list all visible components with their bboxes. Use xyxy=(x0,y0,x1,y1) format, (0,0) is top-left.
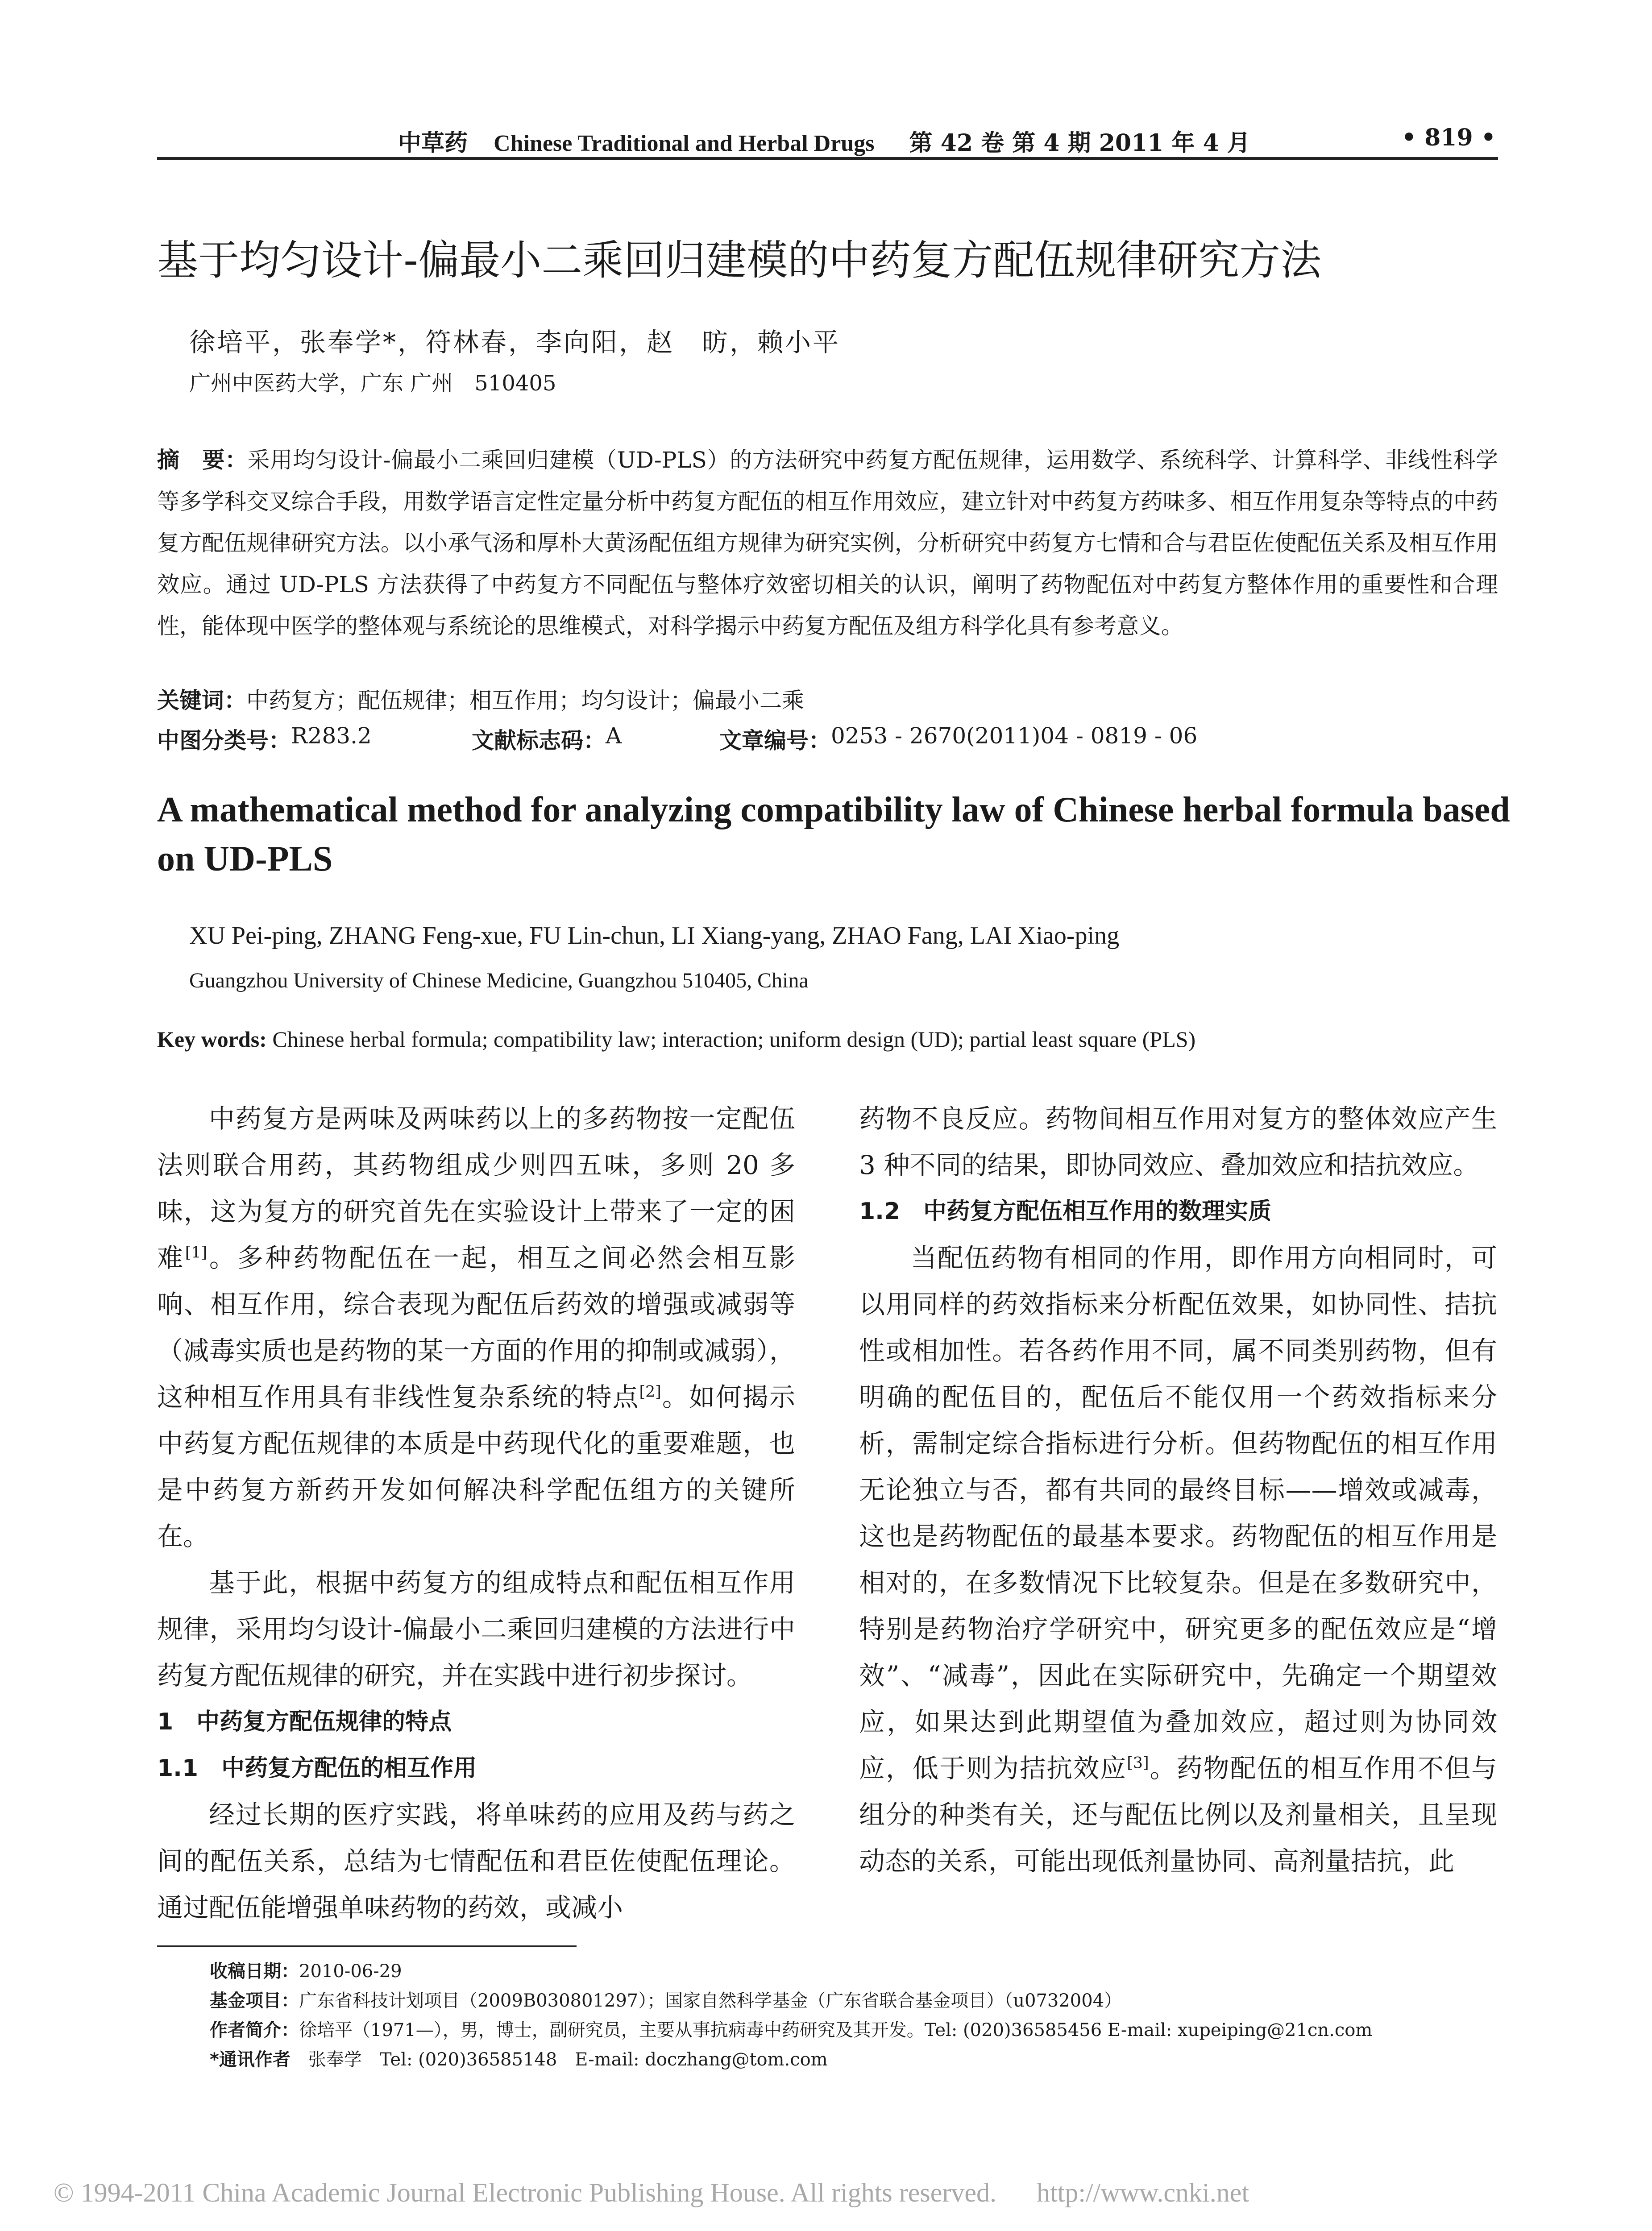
citation-1[interactable]: [1] xyxy=(185,1244,208,1262)
section-heading-1-1: 1.1 中药复方配伍的相互作用 xyxy=(157,1755,477,1782)
copyright-text: © 1994-2011 China Academic Journal Electronic Publishing House. All rights reserved. xyxy=(54,2178,996,2207)
clc-code xyxy=(157,723,372,755)
footnotes xyxy=(210,1957,1504,2074)
doc-code xyxy=(472,723,622,755)
keywords-cn xyxy=(157,683,804,715)
citation-3[interactable]: [3] xyxy=(1127,1754,1149,1772)
keywords-en-text: Chinese herbal formula; compatibility law; interaction; uniform design (UD); partial least square (PLS) xyxy=(272,1027,1196,1052)
authors-cn: 徐培平，张奉学*，符林春，李向阳，赵 昉，赖小平 xyxy=(189,327,841,357)
footnote-label: 收稿日期： xyxy=(210,1961,299,1982)
section-heading-1: 1 中药复方配伍规律的特点 xyxy=(157,1708,452,1735)
journal-brand: 中草药 xyxy=(398,129,468,157)
paragraph xyxy=(859,1235,1497,1884)
doc-value: A xyxy=(606,723,622,749)
journal-name-en: Chinese Traditional and Herbal Drugs xyxy=(494,131,875,156)
paragraph xyxy=(157,1095,795,1559)
issue-info: 第 42 卷 第 4 期 2011 年 4 月 xyxy=(909,129,1250,157)
text-run: 当配伍药物有相同的作用，即作用方向相同时，可以用同样的药效指标来分析配伍效果，如协同性、拮抗性或相加性。若各药作用不同，属不同类别药物，但有明确的配伍目的，配伍后不能仅用一个药效指标来分析，需制定综合指标进行分析。但药物配伍的相互作用无论独立与否，都有共同的最终目标——增效或减毒，这也是药物配伍的最基本要求。药物配伍的相互作用是相对的，在多数情况下比较复杂。但是在多数研究中，特别是药物治疗学研究中，研究更多的配伍效应是“增效”、“减毒”，因此在实际研究中，先确定一个期望效应，如果达到此期望值为叠加效应，超过则为协同效应，低于则为拮抗效应 xyxy=(859,1243,1497,1783)
abstract-cn xyxy=(157,440,1498,647)
article-title-cn: 基于均匀设计-偏最小二乘回归建模的中药复方配伍规律研究方法 xyxy=(157,236,1322,284)
clc-value: R283.2 xyxy=(291,723,372,749)
footnote-rule xyxy=(157,1945,577,1947)
footnote-label: *通讯作者 xyxy=(210,2049,291,2070)
affiliation-cn: 广州中医药大学，广东 广州 510405 xyxy=(189,371,556,396)
paragraph: 基于此，根据中药复方的组成特点和配伍相互作用规律，采用均匀设计-偏最小二乘回归建模的方法进行中药复方配伍规律的研究，并在实践中进行初步探讨。 xyxy=(157,1568,795,1691)
keywords-en-label: Key words: xyxy=(157,1027,267,1052)
citation-2[interactable]: [2] xyxy=(639,1383,661,1401)
paragraph: 经过长期的医疗实践，将单味药的应用及药与药之间的配伍关系，总结为七情配伍和君臣佐使配伍理论。通过配伍能增强单味药物的药效，或减小 xyxy=(157,1800,795,1923)
text-run: 。如何揭示中药复方配伍规律的本质是中药现代化的重要难题，也是中药复方新药开发如何解决科学配伍组方的关键所在。 xyxy=(157,1382,795,1551)
keywords-en xyxy=(157,1026,1195,1052)
footnote-author xyxy=(210,2015,1504,2045)
paragraph: 药物不良反应。药物间相互作用对复方的整体效应产生 3 种不同的结果，即协同效应、叠加效应和拮抗效应。 xyxy=(859,1103,1497,1180)
footnote-text: 张奉学 Tel: (020)36585148 E-mail: doczhang@tom.com xyxy=(308,2049,828,2070)
footnote-fund xyxy=(210,1986,1504,2015)
text-run: 中药复方是两味及两味药以上的多药物按一定配伍法则联合用药，其药物组成少则四五味，多则 20 多味，这为复方的研究首先在实验设计上带来了一定的困难 xyxy=(157,1103,795,1273)
page-number: • 819 • xyxy=(1401,124,1496,151)
article-title-en: A mathematical method for analyzing compatibility law of Chinese herbal formula based on UD-PLS xyxy=(157,790,1510,879)
text-run: 。多种药物配伍在一起，相互之间必然会相互影响、相互作用，综合表现为配伍后药效的增强或减弱等（减毒实质也是药物的某一方面的作用的抑制或减弱），这种相互作用具有非线性复杂系统的特点 xyxy=(157,1243,795,1412)
footnote-received xyxy=(210,1957,1504,1986)
abstract-text: 采用均匀设计-偏最小二乘回归建模（UD-PLS）的方法研究中药复方配伍规律，运用数学、系统科学、计算科学、非线性科学等多学科交叉综合手段，用数学语言定性定量分析中药复方配伍的相互作用效应，建立针对中药复方药味多、相互作用复杂等特点的中药复方配伍规律研究方法。以小承气汤和厚朴大黄汤配伍组方规律为研究实例，分析研究中药复方七情和合与君臣佐使配伍关系及相互作用效应。通过 UD-PLS 方法获得了中药复方不同配伍与整体疗效密切相关的认识，阐明了药物配伍对中药复方整体作用的重要性和合理性，能体现中医学的整体观与系统论的思维模式，对科学揭示中药复方配伍及组方科学化具有参考意义。 xyxy=(157,447,1498,639)
abstract-label: 摘 要： xyxy=(157,447,248,473)
footnote-label: 基金项目： xyxy=(210,1990,299,2011)
cnki-link[interactable]: http://www.cnki.net xyxy=(1036,2178,1249,2207)
clc-label: 中图分类号： xyxy=(157,728,291,754)
footnote-corresponding xyxy=(210,2045,1504,2074)
doc-label: 文献标志码： xyxy=(472,728,606,754)
body-column-right xyxy=(859,1095,1497,1884)
footnote-label: 作者简介： xyxy=(210,2020,299,2040)
keywords-cn-label: 关键词： xyxy=(157,688,246,713)
classification-line xyxy=(157,723,1498,754)
article-label: 文章编号： xyxy=(719,728,831,754)
header-left xyxy=(398,124,1250,158)
running-header xyxy=(157,120,1496,160)
article-value: 0253 - 2670(2011)04 - 0819 - 06 xyxy=(831,723,1198,749)
footnote-text: 广东省科技计划项目（2009B030801297）；国家自然科学基金（广东省联合基金项目）（u0732004） xyxy=(299,1990,1122,2011)
body-column-left xyxy=(157,1095,795,1931)
header-rule xyxy=(157,157,1498,160)
section-heading-1-2: 1.2 中药复方配伍相互作用的数理实质 xyxy=(859,1198,1272,1225)
affiliation-en: Guangzhou University of Chinese Medicine, Guangzhou 510405, China xyxy=(189,969,809,992)
footnote-text: 徐培平（1971—），男，博士，副研究员，主要从事抗病毒中药研究及其开发。Tel: (020)36585456 E-mail: xupeiping@21cn.com xyxy=(299,2020,1373,2040)
copyright-watermark xyxy=(54,2177,1249,2208)
authors-en: XU Pei-ping, ZHANG Feng-xue, FU Lin-chun, LI Xiang-yang, ZHAO Fang, LAI Xiao-ping xyxy=(189,922,1120,950)
text-run: 。药物配伍的相互作用不但与组分的种类有关，还与配伍比例以及剂量相关，且呈现动态的关系，可能出现低剂量协同、高剂量拮抗，此 xyxy=(859,1753,1497,1876)
footnote-text: 2010-06-29 xyxy=(299,1961,402,1982)
article-code xyxy=(719,723,1198,755)
keywords-cn-text: 中药复方；配伍规律；相互作用；均匀设计；偏最小二乘 xyxy=(246,688,804,713)
